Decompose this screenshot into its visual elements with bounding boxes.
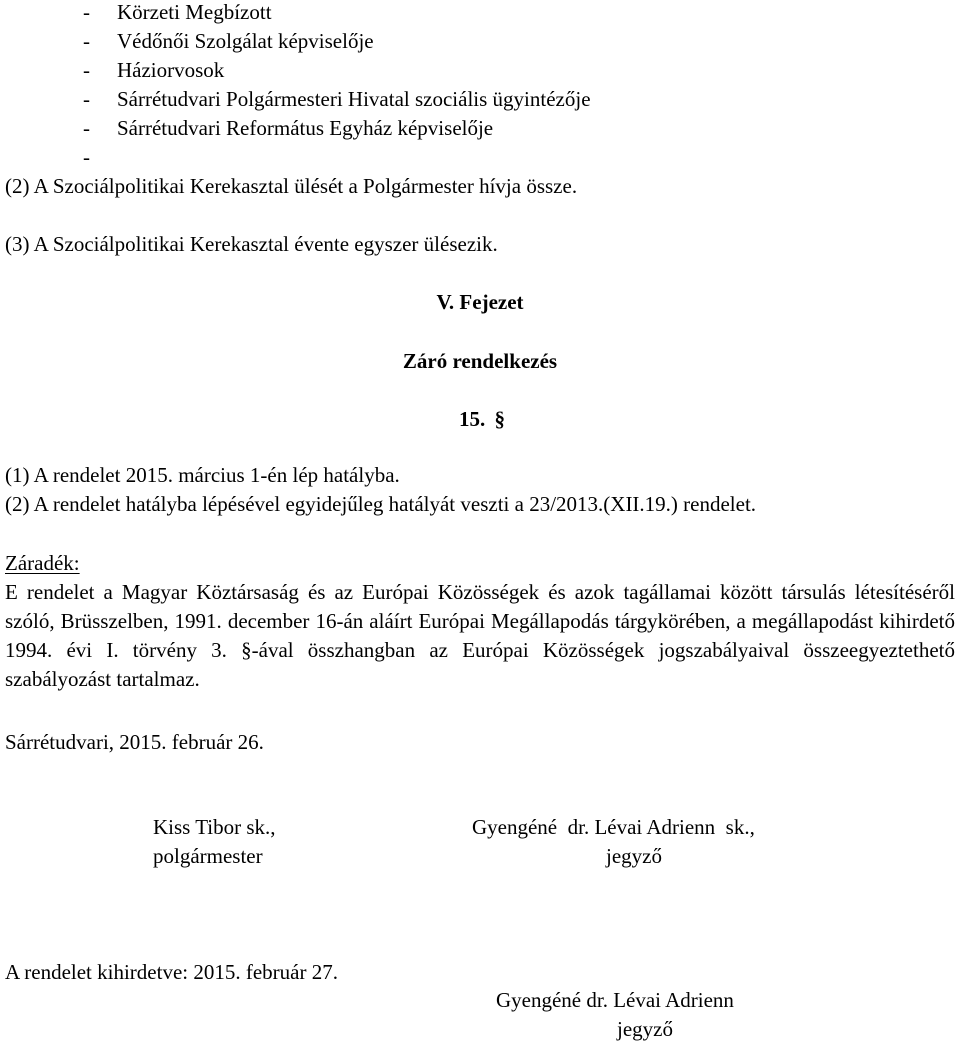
list-dash: - bbox=[83, 29, 90, 53]
list-item-text: Védőnői Szolgálat képviselője bbox=[117, 29, 374, 53]
section-number-text: 15. bbox=[459, 407, 486, 431]
promulgation-text: A rendelet kihirdetve: 2015. február 27. bbox=[5, 960, 338, 984]
paragraph-convening: (2) A Szociálpolitikai Kerekasztal ülését a Polgármester hívja össze. bbox=[5, 174, 578, 198]
notary-name: Gyengéné dr. Lévai Adrienn sk., bbox=[472, 815, 755, 839]
mayor-title: polgármester bbox=[153, 844, 263, 868]
list-item-text: Sárrétudvari Polgármesteri Hivatal szociális ügyintézője bbox=[117, 87, 591, 111]
chapter-subtitle: Záró rendelkezés bbox=[402, 349, 558, 373]
list-dash: - bbox=[83, 145, 90, 169]
list-item bbox=[0, 0, 960, 25]
promulgation-signer-name: Gyengéné dr. Lévai Adrienn bbox=[496, 988, 734, 1012]
list-dash: - bbox=[83, 87, 90, 111]
list-dash: - bbox=[83, 0, 90, 24]
mayor-name: Kiss Tibor sk., bbox=[153, 815, 276, 839]
chapter-title: V. Fejezet bbox=[436, 290, 524, 314]
promulgation-signer-title: jegyző bbox=[617, 1017, 673, 1041]
provision-repeal: (2) A rendelet hatályba lépésével egyidejűleg hatályát veszti a 23/2013.(XII.19.) rendelet. bbox=[5, 492, 757, 516]
list-item-text: Háziorvosok bbox=[117, 58, 225, 82]
section-sign: § bbox=[494, 407, 505, 431]
list-item-text: Sárrétudvari Református Egyház képviselője bbox=[117, 116, 494, 140]
notary-title: jegyző bbox=[606, 844, 662, 868]
list-dash: - bbox=[83, 58, 90, 82]
provision-effective-date: (1) A rendelet 2015. március 1-én lép hatályba. bbox=[5, 463, 400, 487]
clause-title: Záradék: bbox=[5, 551, 80, 575]
list-item-text: Körzeti Megbízott bbox=[117, 0, 272, 24]
list-dash: - bbox=[83, 116, 90, 140]
clause-text: E rendelet a Magyar Köztársaság és az Európai Közösségek és azok tagállamai között társulás létesítéséről szóló, Brüsszelben, 1991. december 16-án aláírt Európai Megállapodás tárgykörében, a megállapodást kihirdető 1994. évi I. törvény 3. §-ával összhangban az Európai Közösségek jogszabályaival összeegyeztethető szabályozást tartalmaz. bbox=[5, 580, 955, 691]
list-item bbox=[0, 86, 960, 112]
place-date: Sárrétudvari, 2015. február 26. bbox=[5, 730, 264, 754]
list-item bbox=[0, 115, 960, 141]
list-item bbox=[0, 144, 960, 170]
list-item bbox=[0, 28, 960, 54]
section-number bbox=[459, 406, 505, 432]
list-item bbox=[0, 57, 960, 83]
paragraph-frequency: (3) A Szociálpolitikai Kerekasztal évente egyszer ülésezik. bbox=[5, 232, 498, 256]
